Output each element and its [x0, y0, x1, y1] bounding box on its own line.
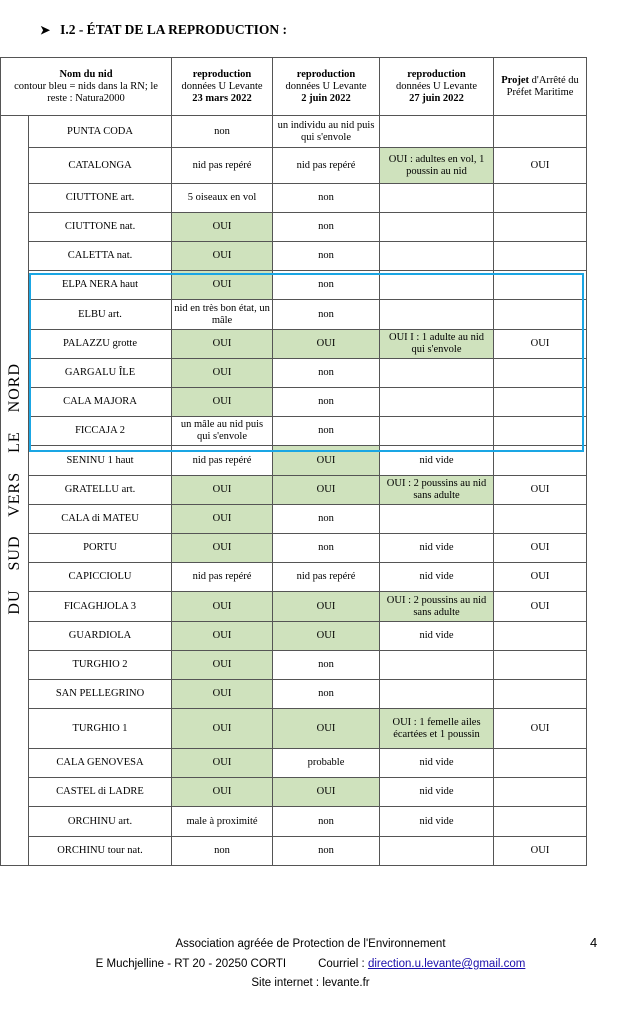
june27-cell: nid vide: [380, 563, 494, 592]
march-cell: OUI: [172, 534, 273, 563]
june27-cell: nid vide: [380, 778, 494, 807]
june27-cell: nid vide: [380, 534, 494, 563]
june2-cell: OUI: [273, 778, 380, 807]
arrete-cell: [494, 184, 587, 213]
nest-name-cell: PUNTA CODA: [29, 116, 172, 148]
march-cell: un mâle au nid puis qui s'envole: [172, 417, 273, 446]
table-row: [1, 778, 587, 807]
nest-name-cell: SAN PELLEGRINO: [29, 680, 172, 709]
march-cell: OUI: [172, 749, 273, 778]
arrete-cell: OUI: [494, 563, 587, 592]
header-rest: d'Arrêté du Préfet Maritime: [506, 74, 579, 98]
nest-name-cell: CALA MAJORA: [29, 388, 172, 417]
nest-name-cell: CALA GENOVESA: [29, 749, 172, 778]
table-row: [1, 534, 587, 563]
arrete-cell: OUI: [494, 837, 587, 866]
march-cell: OUI: [172, 476, 273, 505]
arrete-cell: OUI: [494, 534, 587, 563]
march-cell: nid pas repéré: [172, 148, 273, 184]
june27-cell: [380, 184, 494, 213]
arrete-cell: [494, 417, 587, 446]
reproduction-table: [0, 57, 587, 866]
june27-cell: OUI : 2 poussins au nid sans adulte: [380, 476, 494, 505]
arrete-cell: [494, 680, 587, 709]
header-bold: reproduction: [296, 68, 356, 80]
june27-cell: OUI : 2 poussins au nid sans adulte: [380, 592, 494, 622]
june2-cell: non: [273, 837, 380, 866]
june2-cell: non: [273, 417, 380, 446]
march-cell: OUI: [172, 651, 273, 680]
table-row: [1, 446, 587, 476]
march-cell: male à proximité: [172, 807, 273, 837]
side-label: DU SUD VERS LE NORD: [5, 362, 23, 615]
table-row: [1, 388, 587, 417]
nest-name-cell: CALA di MATEU: [29, 505, 172, 534]
june2-cell: OUI: [273, 446, 380, 476]
june2-cell: non: [273, 534, 380, 563]
nest-name-cell: TURGHIO 2: [29, 651, 172, 680]
march-cell: OUI: [172, 271, 273, 300]
nest-name-cell: CATALONGA: [29, 148, 172, 184]
table-row: [1, 417, 587, 446]
june2-cell: nid pas repéré: [273, 563, 380, 592]
june27-cell: [380, 505, 494, 534]
june2-cell: non: [273, 651, 380, 680]
arrete-cell: [494, 359, 587, 388]
arrete-cell: [494, 651, 587, 680]
table-row: [1, 476, 587, 505]
june27-cell: nid vide: [380, 807, 494, 837]
header-arrete: [494, 58, 587, 116]
arrete-cell: [494, 213, 587, 242]
table-row: [1, 563, 587, 592]
march-cell: OUI: [172, 388, 273, 417]
header-june2: [273, 58, 380, 116]
arrow-bullet-icon: ➤: [40, 23, 51, 37]
table-row: [1, 213, 587, 242]
table-header-row: [1, 58, 587, 116]
nest-name-cell: ELBU art.: [29, 300, 172, 330]
table-row: [1, 749, 587, 778]
arrete-cell: OUI: [494, 330, 587, 359]
nest-name-cell: CASTEL di LADRE: [29, 778, 172, 807]
table-row: [1, 680, 587, 709]
june2-cell: OUI: [273, 592, 380, 622]
table-row: [1, 505, 587, 534]
june2-cell: non: [273, 184, 380, 213]
section-heading-text: I.2 - ÉTAT DE LA REPRODUCTION :: [60, 22, 287, 37]
header-march: [172, 58, 273, 116]
june2-cell: OUI: [273, 476, 380, 505]
arrete-cell: [494, 116, 587, 148]
june2-cell: non: [273, 680, 380, 709]
june2-cell: non: [273, 388, 380, 417]
header-bold: Nom du nid: [59, 68, 113, 80]
email-link[interactable]: direction.u.levante@gmail.com: [367, 958, 526, 970]
arrete-cell: OUI: [494, 709, 587, 749]
header-june27: [380, 58, 494, 116]
arrete-cell: [494, 388, 587, 417]
march-cell: OUI: [172, 213, 273, 242]
table-row: [1, 837, 587, 866]
march-cell: OUI: [172, 592, 273, 622]
header-nest-name: [1, 58, 172, 116]
nest-name-cell: ORCHINU tour nat.: [29, 837, 172, 866]
table-row: [1, 300, 587, 330]
march-cell: non: [172, 837, 273, 866]
june2-cell: un individu au nid puis qui s'envole: [273, 116, 380, 148]
nest-name-cell: GARGALU ÎLE: [29, 359, 172, 388]
june27-cell: nid vide: [380, 446, 494, 476]
june2-cell: probable: [273, 749, 380, 778]
june27-cell: [380, 680, 494, 709]
nest-name-cell: ORCHINU art.: [29, 807, 172, 837]
table-row: [1, 148, 587, 184]
nest-name-cell: GUARDIOLA: [29, 622, 172, 651]
side-label-cell: [1, 116, 29, 866]
footer-courriel-label: Courriel :: [318, 958, 368, 970]
nest-name-cell: GRATELLU art.: [29, 476, 172, 505]
march-cell: nid pas repéré: [172, 563, 273, 592]
arrete-cell: [494, 505, 587, 534]
march-cell: non: [172, 116, 273, 148]
march-cell: OUI: [172, 505, 273, 534]
header-rest: contour bleu = nids dans la RN; le reste : Natura2000: [14, 80, 158, 104]
march-cell: 5 oiseaux en vol: [172, 184, 273, 213]
arrete-cell: [494, 807, 587, 837]
footer-contact: [0, 958, 621, 970]
june27-cell: [380, 300, 494, 330]
june2-cell: OUI: [273, 709, 380, 749]
june27-cell: OUI : adultes en vol, 1 poussin au nid: [380, 148, 494, 184]
header-rest: données U Levante: [395, 80, 478, 92]
table-row: [1, 807, 587, 837]
march-cell: OUI: [172, 709, 273, 749]
june2-cell: non: [273, 271, 380, 300]
june2-cell: nid pas repéré: [273, 148, 380, 184]
nest-name-cell: PALAZZU grotte: [29, 330, 172, 359]
arrete-cell: OUI: [494, 476, 587, 505]
june2-cell: non: [273, 359, 380, 388]
table-row: [1, 592, 587, 622]
march-cell: OUI: [172, 330, 273, 359]
header-rest: données U Levante: [285, 80, 367, 92]
june2-cell: non: [273, 807, 380, 837]
june2-cell: non: [273, 505, 380, 534]
header-date: 23 mars 2022: [192, 92, 252, 104]
march-cell: nid pas repéré: [172, 446, 273, 476]
arrete-cell: [494, 446, 587, 476]
june2-cell: non: [273, 242, 380, 271]
table-row: [1, 330, 587, 359]
table-row: [1, 116, 587, 148]
june2-cell: non: [273, 300, 380, 330]
nest-name-cell: CIUTTONE art.: [29, 184, 172, 213]
arrete-cell: [494, 622, 587, 651]
march-cell: OUI: [172, 359, 273, 388]
june27-cell: [380, 116, 494, 148]
table-row: [1, 242, 587, 271]
march-cell: nid en très bon état, un mâle: [172, 300, 273, 330]
header-bold: reproduction: [192, 68, 252, 80]
nest-name-cell: ELPA NERA haut: [29, 271, 172, 300]
table-row: [1, 359, 587, 388]
june27-cell: [380, 359, 494, 388]
june27-cell: [380, 388, 494, 417]
table-row: [1, 271, 587, 300]
nest-name-cell: TURGHIO 1: [29, 709, 172, 749]
footer-address: E Muchjelline - RT 20 - 20250 CORTI: [95, 958, 287, 970]
arrete-cell: [494, 749, 587, 778]
nest-name-cell: CIUTTONE nat.: [29, 213, 172, 242]
section-heading: [40, 22, 287, 38]
nest-name-cell: CAPICCIOLU: [29, 563, 172, 592]
arrete-cell: [494, 778, 587, 807]
june27-cell: [380, 651, 494, 680]
june27-cell: [380, 213, 494, 242]
arrete-cell: [494, 300, 587, 330]
march-cell: OUI: [172, 778, 273, 807]
nest-name-cell: SENINU 1 haut: [29, 446, 172, 476]
june27-cell: nid vide: [380, 622, 494, 651]
header-date: 2 juin 2022: [301, 92, 351, 104]
footer-site: Site internet : levante.fr: [251, 977, 370, 989]
june2-cell: OUI: [273, 622, 380, 651]
march-cell: OUI: [172, 622, 273, 651]
nest-name-cell: CALETTA nat.: [29, 242, 172, 271]
footer-association: Association agréée de Protection de l'Environnement: [175, 938, 446, 950]
june2-cell: OUI: [273, 330, 380, 359]
june27-cell: OUI : 1 femelle ailes écartées et 1 poussin: [380, 709, 494, 749]
header-bold: reproduction: [407, 68, 466, 80]
arrete-cell: OUI: [494, 592, 587, 622]
arrete-cell: OUI: [494, 148, 587, 184]
table-row: [1, 184, 587, 213]
header-date: 27 juin 2022: [409, 92, 464, 104]
june27-cell: nid vide: [380, 749, 494, 778]
header-rest: données U Levante: [181, 80, 263, 92]
arrete-cell: [494, 271, 587, 300]
june2-cell: non: [273, 213, 380, 242]
march-cell: OUI: [172, 242, 273, 271]
nest-name-cell: PORTU: [29, 534, 172, 563]
table-row: [1, 709, 587, 749]
table-row: [1, 651, 587, 680]
nest-name-cell: FICAGHJOLA 3: [29, 592, 172, 622]
june27-cell: [380, 837, 494, 866]
nest-name-cell: FICCAJA 2: [29, 417, 172, 446]
header-bold: Projet: [501, 74, 530, 86]
june27-cell: [380, 242, 494, 271]
arrete-cell: [494, 242, 587, 271]
table-row: [1, 622, 587, 651]
june27-cell: [380, 271, 494, 300]
page-number: 4: [590, 935, 598, 950]
march-cell: OUI: [172, 680, 273, 709]
june27-cell: OUI I : 1 adulte au nid qui s'envole: [380, 330, 494, 359]
june27-cell: [380, 417, 494, 446]
